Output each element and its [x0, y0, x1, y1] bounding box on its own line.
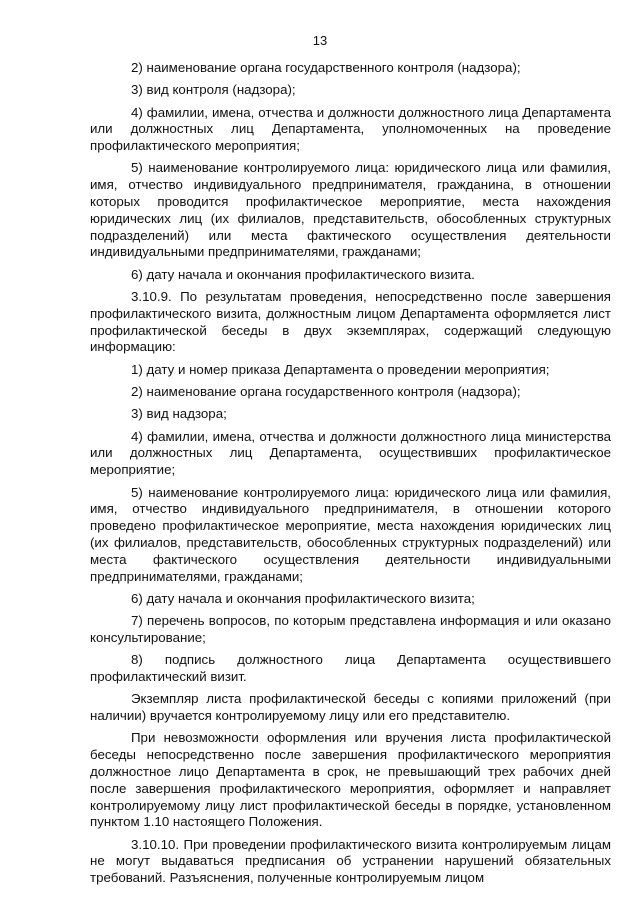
paragraph: 2) наименование органа государственного контроля (надзора); — [131, 384, 521, 400]
paragraph: 5) наименование контролируемого лица: юридического лица или фамилия, имя, отчество индивидуального предпринимателя, в отношении которого проведено профилактическое мероприятие, места нахождения юридических лиц (их филиалов, представительств, обособленных структурных подразделений) или места фактического осуществления деятельности индивидуальными предпринимателями, гражданами; — [90, 484, 611, 584]
page-number: 13 — [312, 33, 328, 48]
paragraph: 5) наименование контролируемого лица: юридического лица или фамилия, имя, отчество индивидуального предпринимателя, гражданина, в отношении которых проводится профилактическое мероприятие, места нахождения юридических лиц (их филиалов, представительств, обособленных структурных подразделений) или места фактического осуществления деятельности индивидуальными предпринимателями, гражданами; — [90, 160, 611, 260]
paragraph: 1) дату и номер приказа Департамента о проведении мероприятия; — [131, 361, 550, 377]
paragraph: 4) фамилии, имена, отчества и должности должностного лица Департамента или должностных лиц Департамента, уполномоченных на проведение профилактического мероприятия; — [90, 104, 611, 154]
paragraph: 3) вид контроля (надзора); — [131, 82, 296, 98]
paragraph: 6) дату начала и окончания профилактического визита; — [131, 590, 475, 606]
paragraph: Экземпляр листа профилактической беседы с копиями приложений (при наличии) вручается контролируемому лицу или его представителю. — [90, 691, 611, 724]
document-body — [90, 60, 611, 893]
paragraph: 8) подпись должностного лица Департамента осуществившего профилактический визит. — [90, 652, 611, 684]
paragraph: 2) наименование органа государственного контроля (надзора); — [131, 60, 521, 75]
paragraph: 3) вид надзора; — [131, 406, 227, 422]
paragraph: 3.10.9. По результатам проведения, непосредственно после завершения профилактического визита, должностным лицом Департамента оформляется лист профилактической беседы в двух экземплярах, содержащий следующую информацию: — [90, 289, 611, 355]
paragraph: 3.10.10. При проведении профилактического визита контролируемым лицам не могут выдаваться предписания об устранении нарушений обязательных требований. Разъяснения, полученные контролируемым лицом — [90, 836, 611, 886]
paragraph: При невозможности оформления или вручения листа профилактической беседы непосредственно после завершения профилактического мероприятия должностное лицо Департамента в срок, не превышающий трех рабочих дней после завершения профилактического мероприятия, оформляет и направляет контролируемому лицу лист профилактической беседы в порядке, установленном пунктом 1.10 настоящего Положения. — [90, 730, 611, 830]
paragraph: 7) перечень вопросов, по которым представлена информация и или оказано консультирование; — [90, 613, 611, 645]
paragraph: 6) дату начала и окончания профилактического визита. — [131, 266, 475, 282]
paragraph: 4) фамилии, имена, отчества и должности должностного лица министерства или должностных лиц Департамента, осуществивших профилактическое мероприятие; — [90, 428, 611, 478]
